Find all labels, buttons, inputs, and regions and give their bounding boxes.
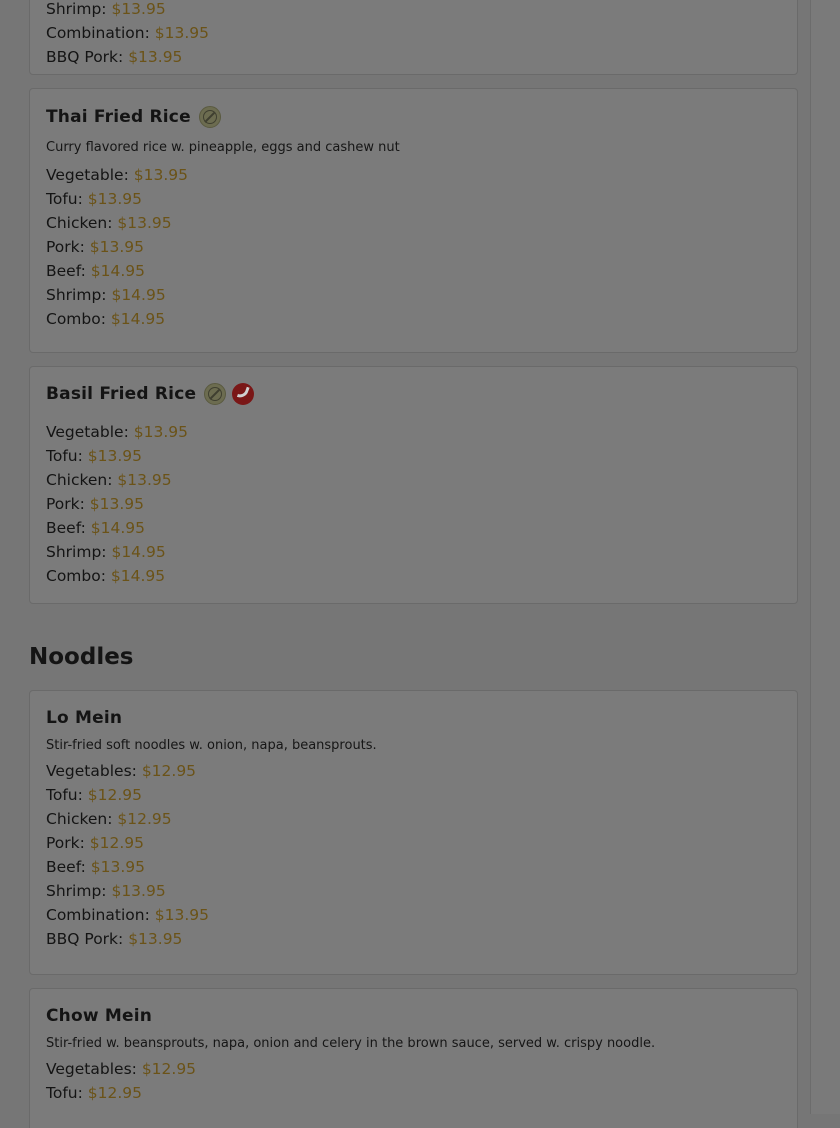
price-line: Tofu: $12.95	[46, 786, 143, 804]
section-heading-noodles: Noodles	[29, 644, 134, 670]
price-line: Pork: $13.95	[46, 238, 145, 256]
menu-item-description: Curry flavored rice w. pineapple, eggs and cashew nut	[46, 140, 400, 155]
menu-item-title: Lo Mein	[46, 708, 123, 728]
price-line: Vegetable: $13.95	[46, 423, 188, 441]
price-line: BBQ Pork: $13.95	[46, 48, 183, 66]
price-line: Shrimp: $13.95	[46, 0, 166, 18]
price-line: Vegetable: $13.95	[46, 166, 188, 184]
price-line: Vegetables: $12.95	[46, 1060, 197, 1078]
gluten-free-icon	[204, 383, 226, 405]
price-line: Chicken: $12.95	[46, 810, 172, 828]
menu-item-title: Thai Fried Rice	[46, 105, 781, 129]
price-line: Tofu: $12.95	[46, 1084, 143, 1102]
menu-item-title: Basil Fried Rice	[46, 382, 781, 406]
price-line: Shrimp: $14.95	[46, 286, 166, 304]
page-scrollbar[interactable]	[810, 0, 840, 1114]
price-line: BBQ Pork: $13.95	[46, 930, 183, 948]
price-line: Shrimp: $14.95	[46, 543, 166, 561]
menu-item-basil-fried-rice	[29, 366, 798, 604]
price-line: Pork: $13.95	[46, 495, 145, 513]
price-line: Tofu: $13.95	[46, 190, 143, 208]
price-line: Combo: $14.95	[46, 310, 166, 328]
menu-item-card	[29, 0, 798, 75]
price-line: Combination: $13.95	[46, 906, 209, 924]
menu-item-description: Stir-fried w. beansprouts, napa, onion and celery in the brown sauce, served w. crispy noodle.	[46, 1036, 656, 1051]
price-line: Pork: $12.95	[46, 834, 145, 852]
price-line: Combination: $13.95	[46, 24, 209, 42]
price-line: Vegetables: $12.95	[46, 762, 197, 780]
menu-item-thai-fried-rice	[29, 88, 798, 353]
price-line: Beef: $14.95	[46, 519, 146, 537]
spicy-icon	[232, 383, 254, 405]
menu-item-chow-mein	[29, 988, 798, 1128]
price-line: Tofu: $13.95	[46, 447, 143, 465]
price-line: Chicken: $13.95	[46, 214, 172, 232]
menu-item-lo-mein	[29, 690, 798, 975]
menu-item-description: Stir-fried soft noodles w. onion, napa, beansprouts.	[46, 738, 377, 753]
price-line: Beef: $14.95	[46, 262, 146, 280]
menu-item-title: Chow Mein	[46, 1006, 153, 1026]
price-line: Chicken: $13.95	[46, 471, 172, 489]
price-line: Shrimp: $13.95	[46, 882, 166, 900]
price-line: Beef: $13.95	[46, 858, 146, 876]
gluten-free-icon	[199, 106, 221, 128]
price-line: Combo: $14.95	[46, 567, 166, 585]
